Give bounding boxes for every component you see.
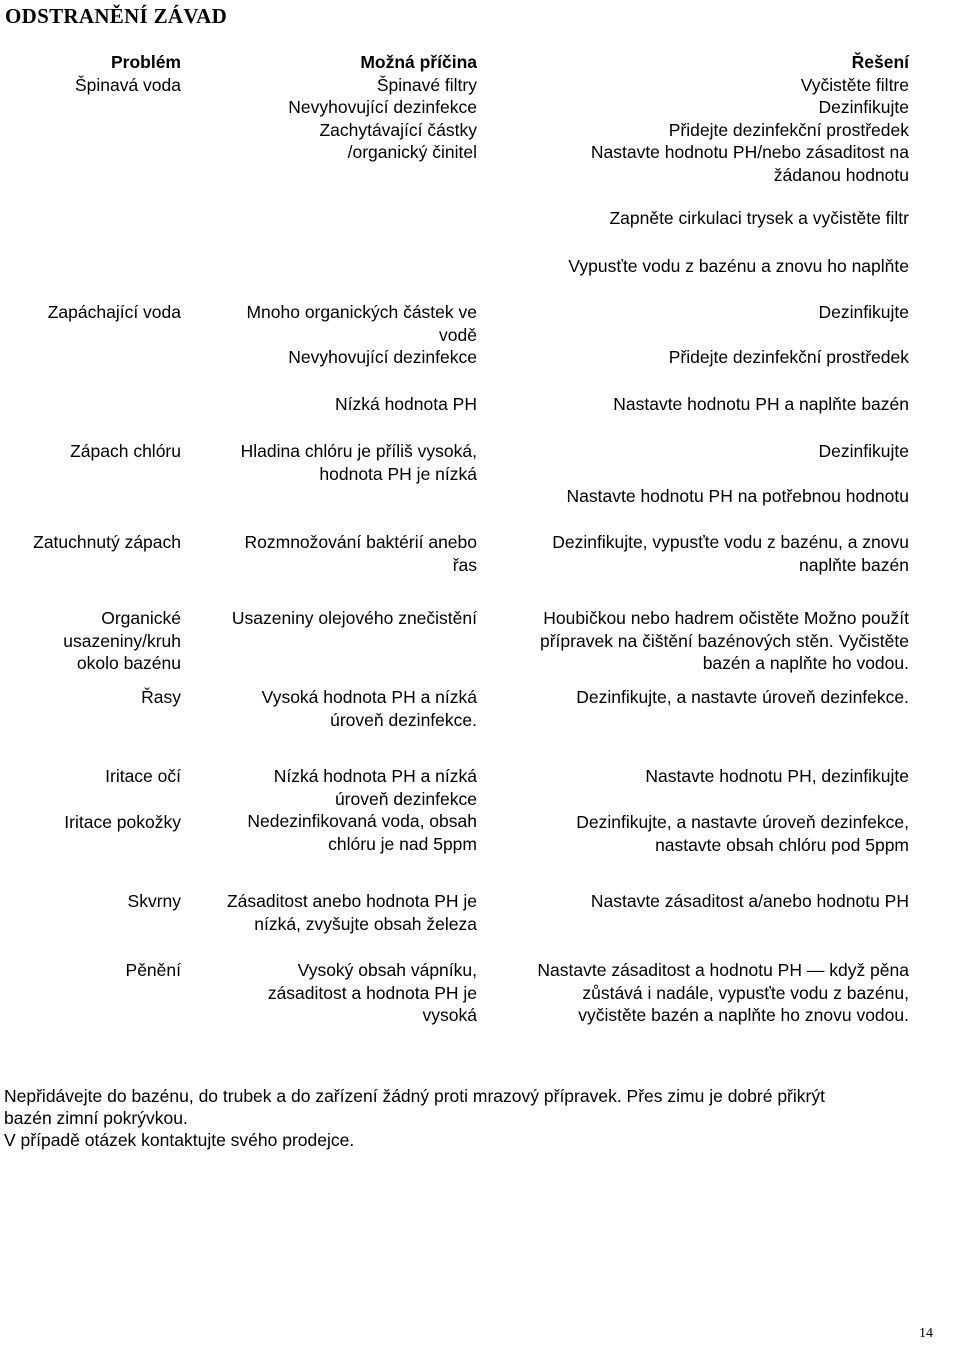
solution-line: Dezinfikujte, a nastavte úroveň dezinfekce,: [576, 812, 909, 832]
solution-line: bazén a naplňte ho vodou.: [702, 653, 909, 673]
cause-line: vysoká: [422, 1005, 477, 1025]
solution-line: Nastavte hodnotu PH, dezinfikujte: [645, 766, 909, 786]
solution-line: Dezinfikujte: [818, 97, 909, 117]
cause-cell: [227, 890, 477, 935]
cause-line: Nedezinfikovaná voda, obsah: [247, 811, 477, 831]
solution-line: Nastavte hodnotu PH na potřebnou hodnotu: [566, 486, 909, 506]
solution-cell: [576, 811, 909, 856]
problem-cell: Pěnění: [125, 960, 181, 980]
cause-line: nízká, zvyšujte obsah železa: [254, 913, 477, 934]
problem-line: Iritace pokožky: [64, 812, 181, 832]
problem-cell: [63, 607, 181, 675]
problem-line: Organické: [101, 608, 181, 628]
solution-cell: [537, 959, 909, 1027]
footer-note: [4, 1085, 825, 1151]
solution-line: Vypusťte vodu z bazénu a znovu ho naplňte: [568, 256, 909, 276]
cause-line: Mnoho organických částek ve: [246, 302, 477, 322]
cause-cell: [268, 959, 477, 1027]
problem-column: [75, 51, 181, 96]
solution-line: Nastavte hodnotu PH/nebo zásaditost na: [590, 142, 909, 162]
header-problem: Problém: [110, 52, 181, 72]
page-number: 14: [919, 1326, 933, 1341]
solution-line: Zapněte cirkulaci trysek a vyčistěte filtr: [609, 208, 909, 228]
cause-line: zásaditost a hodnota PH je: [267, 982, 477, 1003]
footer-line: bazén zimní pokrývkou.: [4, 1108, 188, 1128]
solution-line: vyčistěte bazén a naplňte ho znovu vodou.: [578, 1005, 909, 1025]
problem-cell: Skvrny: [127, 891, 181, 911]
cause-line: Nevyhovující dezinfekce: [288, 97, 477, 117]
solution-line: Dezinfikujte, vypusťte vodu z bazénu, a znovu: [552, 532, 909, 552]
solution-cell: [552, 531, 909, 576]
problem-cell: Zápach chlóru: [70, 441, 181, 461]
cause-line: /organický činitel: [347, 142, 477, 162]
solution-line: Nastavte zásaditost a/anebo hodnotu PH: [590, 891, 909, 911]
cause-cell: [262, 686, 477, 731]
solution-line: nastavte obsah chlóru pod 5ppm: [655, 834, 909, 855]
solution-line: Houbičkou nebo hadrem očistěte Možno použít: [543, 608, 909, 628]
solution-line: přípravek na čištění bazénových stěn. Vyčistěte: [540, 630, 909, 651]
solution-line: Dezinfikujte, a nastavte úroveň dezinfekce.: [576, 687, 909, 707]
cause-line: Vysoký obsah vápníku,: [297, 960, 477, 980]
solution-line: Nastavte zásaditost a hodnotu PH — když pěna: [537, 960, 909, 980]
solution-line: žádanou hodnotu: [773, 164, 909, 185]
cause-line: úroveň dezinfekce.: [330, 709, 477, 730]
problem-cell: Řasy: [141, 687, 181, 707]
cause-line: Nízká hodnota PH a nízká: [273, 766, 477, 786]
problem-line: usazeniny/kruh: [63, 630, 181, 651]
cause-column: [288, 51, 477, 164]
header-cause: Možná příčina: [360, 52, 477, 72]
cause-cell: [245, 531, 478, 576]
solution-line: zůstává i nadále, vypusťte vodu z bazénu,: [582, 982, 909, 1003]
problem-line: okolo bazénu: [76, 653, 181, 673]
cause-line: Zásaditost anebo hodnota PH je: [226, 891, 477, 911]
cause-line: Hladina chlóru je příliš vysoká,: [240, 441, 477, 461]
cause-line: Zachytávající částky: [319, 119, 477, 140]
cause-line: vodě: [439, 324, 477, 345]
solution-line: naplňte bazén: [799, 554, 909, 575]
solution-line: Dezinfikujte: [818, 302, 909, 322]
problem-cell: Zatuchnutý zápach: [33, 532, 181, 552]
cause-line: Vysoká hodnota PH a nízká: [261, 687, 477, 707]
cause-line: Usazeniny olejového znečistění: [231, 608, 477, 628]
solution-cell: [540, 607, 909, 675]
solution-column: [591, 51, 909, 186]
solution-line: Vyčistěte filtre: [800, 74, 909, 95]
problem-cell: Špinavá voda: [74, 74, 181, 95]
page-title: ODSTRANĚNÍ ZÁVAD: [5, 4, 228, 28]
footer-line: V případě otázek kontaktujte svého prodejce.: [4, 1130, 355, 1150]
solution-line: Přidejte dezinfekční prostředek: [668, 119, 909, 140]
cause-cell: [241, 440, 477, 485]
cause-line: Špinavé filtry: [376, 74, 477, 95]
cause-line: Nízká hodnota PH: [334, 394, 477, 414]
header-solution: Řešení: [851, 52, 909, 72]
cause-cell: [247, 765, 477, 855]
cause-line: řas: [452, 554, 477, 575]
solution-line: Nastavte hodnotu PH a naplňte bazén: [613, 394, 909, 414]
cause-line: úroveň dezinfekce: [334, 788, 477, 809]
problem-line: Iritace očí: [105, 766, 181, 786]
footer-line: Nepřidávejte do bazénu, do trubek a do zařízení žádný proti mrazový přípravek. Přes zimu je dobré přikrýt: [4, 1086, 825, 1106]
solution-line: Dezinfikujte: [818, 441, 909, 461]
cause-cell: [246, 301, 477, 369]
cause-line: Rozmnožování baktérií anebo: [244, 532, 477, 552]
cause-line: hodnota PH je nízká: [319, 463, 477, 484]
cause-line: chlóru je nad 5ppm: [328, 833, 477, 854]
solution-line: Přidejte dezinfekční prostředek: [668, 347, 909, 367]
cause-line: Nevyhovující dezinfekce: [288, 347, 477, 367]
problem-cell: Zapáchající voda: [47, 302, 181, 322]
